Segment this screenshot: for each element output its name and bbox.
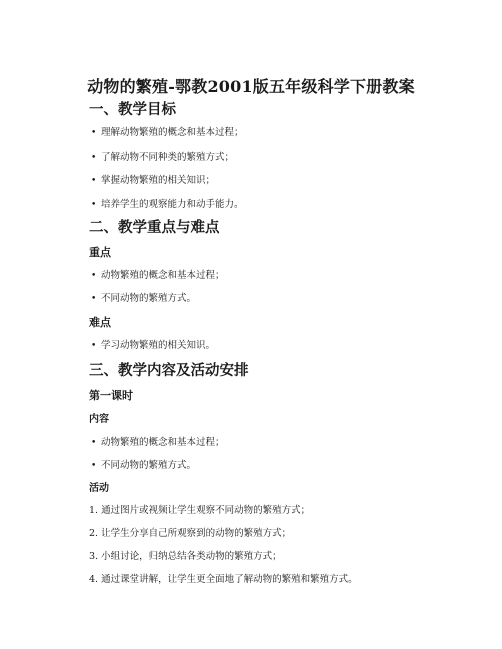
numbered-item: 1. 通过图片或视频让学生观察不同动物的繁殖方式； <box>89 505 311 516</box>
list-item-text: 了解动物不同种类的繁殖方式； <box>101 152 235 163</box>
list-item <box>91 174 215 188</box>
numbered-item: 3. 小组讨论，归纳总结各类动物的繁殖方式； <box>89 551 282 562</box>
numbered-item: 4. 通过课堂讲解，让学生更全面地了解动物的繁殖和繁殖方式。 <box>89 574 358 585</box>
list-item-text: 动物繁殖的概念和基本过程； <box>101 270 225 281</box>
numbered-item: 2. 让学生分享自己所观察到的动物的繁殖方式； <box>89 528 292 539</box>
bullet-icon: • <box>91 200 97 210</box>
section-heading-key-points: 二、教学重点与难点 <box>89 219 220 236</box>
list-item-text: 掌握动物繁殖的相关知识； <box>101 175 216 186</box>
subheading-activity: 活动 <box>89 483 109 494</box>
list-item-text: 学习动物繁殖的相关知识。 <box>101 340 216 351</box>
list-item-text: 不同动物的繁殖方式。 <box>101 460 197 471</box>
list-item <box>91 198 244 212</box>
list-item-text: 培养学生的观察能力和动手能力。 <box>101 199 244 210</box>
list-item <box>91 269 225 283</box>
bullet-icon: • <box>91 153 97 163</box>
subheading-lesson-1: 第一课时 <box>89 389 133 402</box>
bullet-icon: • <box>91 271 97 281</box>
document-title: 动物的繁殖-鄂教2001版五年级科学下册教案 <box>87 77 415 96</box>
section-heading-goals: 一、教学目标 <box>89 101 176 118</box>
list-item-text: 理解动物繁殖的概念和基本过程； <box>101 127 244 138</box>
bullet-icon: • <box>91 128 97 138</box>
bullet-icon: • <box>91 176 97 186</box>
section-heading-content: 三、教学内容及活动安排 <box>89 362 249 379</box>
list-item <box>91 292 196 306</box>
list-item <box>91 339 215 353</box>
list-item-text: 动物繁殖的概念和基本过程； <box>101 437 225 448</box>
bullet-icon: • <box>91 461 97 471</box>
subheading-focus: 重点 <box>89 246 111 259</box>
list-item <box>91 126 244 140</box>
list-item-text: 不同动物的繁殖方式。 <box>101 293 197 304</box>
list-item <box>91 151 234 165</box>
bullet-icon: • <box>91 294 97 304</box>
subheading-content: 内容 <box>89 414 109 425</box>
bullet-icon: • <box>91 438 97 448</box>
list-item <box>91 436 225 450</box>
subheading-difficulty: 难点 <box>89 316 111 329</box>
bullet-icon: • <box>91 341 97 351</box>
list-item <box>91 459 196 473</box>
